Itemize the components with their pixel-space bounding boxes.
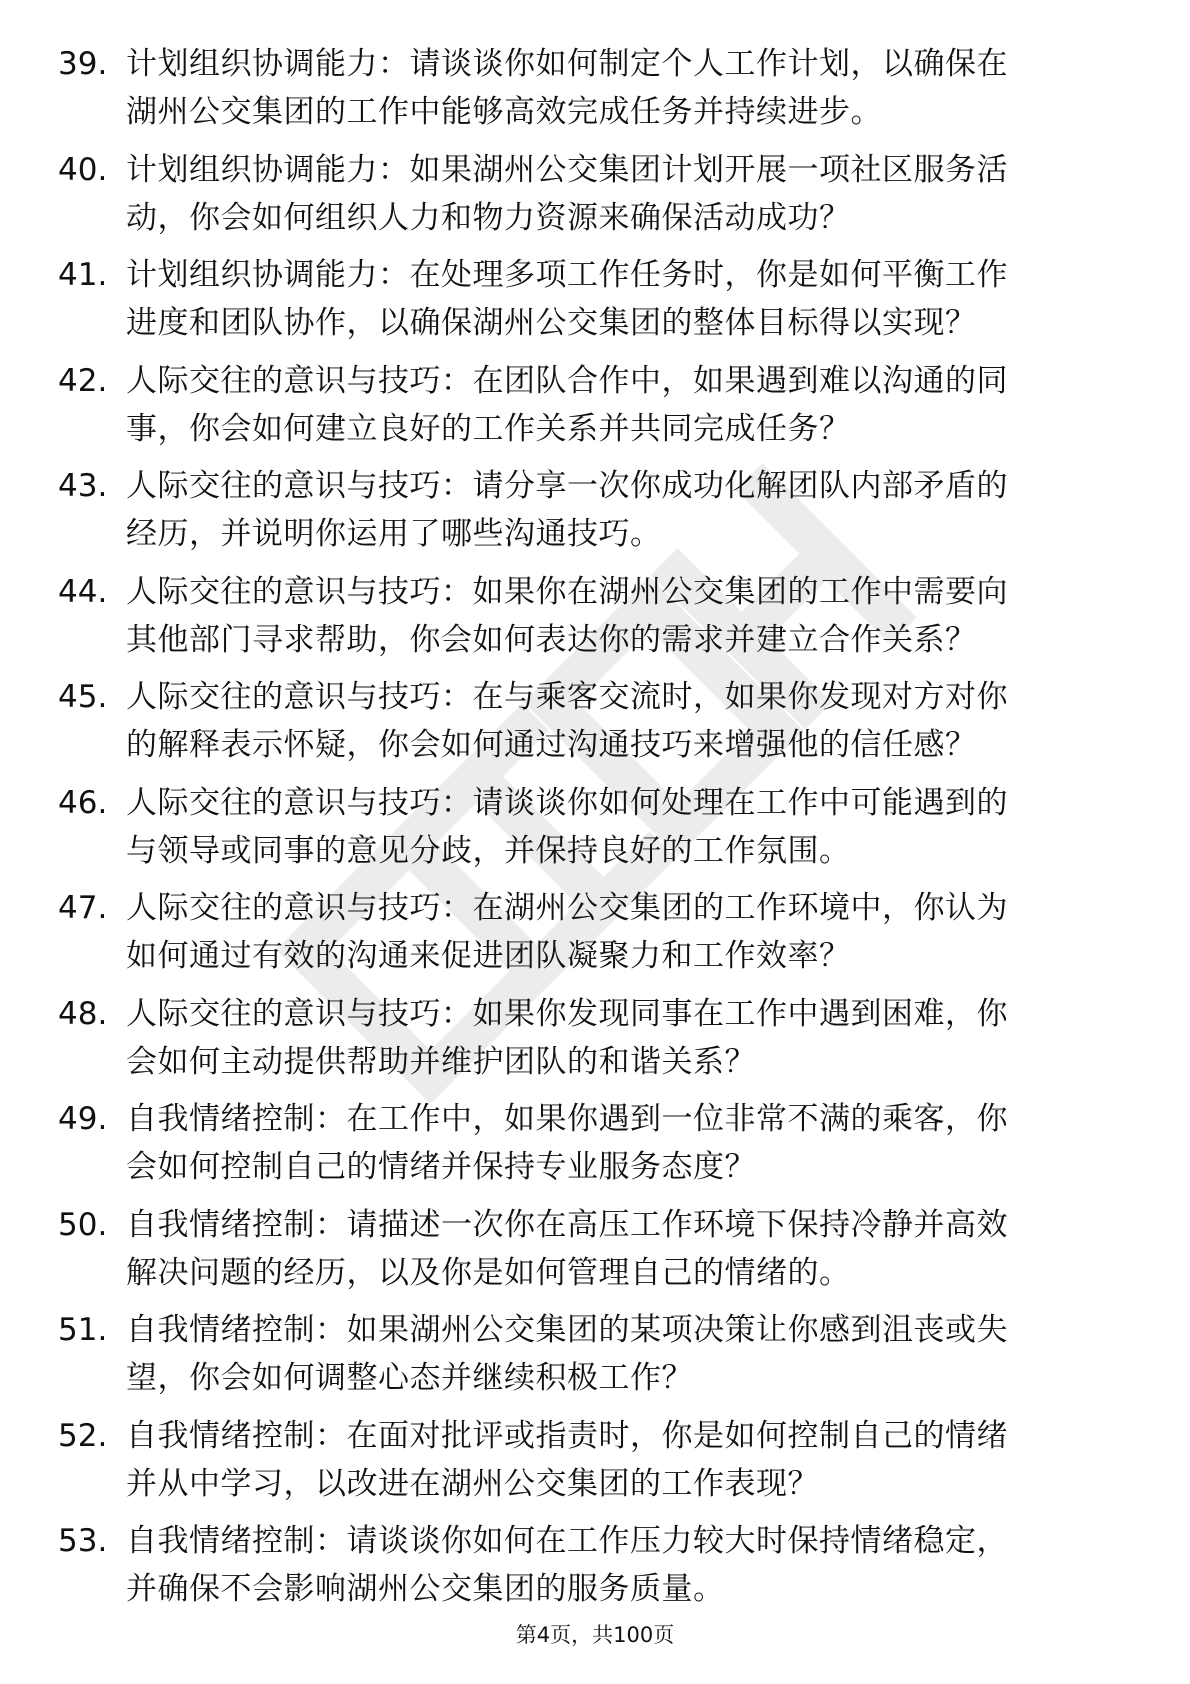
question-line: 计划组织协调能力：如果湖州公交集团计划开展一项社区服务活 <box>126 151 1008 188</box>
question-line: 的解释表示怀疑，你会如何通过沟通技巧来增强他的信任感？ <box>126 727 977 763</box>
question-line: 如何通过有效的沟通来促进团队凝聚力和工作效率？ <box>126 938 851 974</box>
question-text <box>126 462 1116 558</box>
question-line: 人际交往的意识与技巧：请分享一次你成功化解团队内部矛盾的 <box>126 468 1008 504</box>
question-number: 46. <box>58 784 108 821</box>
question-text <box>126 990 1116 1086</box>
question-number: 53. <box>58 1523 108 1559</box>
question-line: 与领导或同事的意见分歧，并保持良好的工作氛围。 <box>126 832 851 869</box>
question-line: 人际交往的意识与技巧：如果你发现同事在工作中遇到困难，你 <box>126 995 1008 1032</box>
question-number: 43. <box>58 468 108 504</box>
question-item <box>0 990 1190 1096</box>
question-line: 湖州公交集团的工作中能够高效完成任务并持续进步。 <box>126 94 882 130</box>
question-number: 40. <box>58 151 108 188</box>
question-text <box>126 1306 1116 1402</box>
question-item <box>0 1095 1190 1201</box>
question-item <box>0 1306 1190 1412</box>
question-item <box>0 884 1190 990</box>
question-list <box>0 40 1190 1623</box>
question-line: 其他部门寻求帮助，你会如何表达你的需求并建立合作关系？ <box>126 621 977 658</box>
question-number: 51. <box>58 1312 108 1348</box>
question-item <box>0 146 1190 252</box>
question-item <box>0 40 1190 146</box>
question-text <box>126 357 1116 453</box>
question-line: 人际交往的意识与技巧：如果你在湖州公交集团的工作中需要向 <box>126 573 1008 610</box>
question-number: 49. <box>58 1101 108 1137</box>
question-number: 52. <box>58 1417 108 1454</box>
question-line: 人际交往的意识与技巧：在湖州公交集团的工作环境中，你认为 <box>126 890 1008 926</box>
question-text <box>126 1201 1116 1297</box>
question-line: 望，你会如何调整心态并继续积极工作？ <box>126 1360 693 1396</box>
question-item <box>0 251 1190 357</box>
question-item <box>0 568 1190 674</box>
question-item <box>0 462 1190 568</box>
question-line: 人际交往的意识与技巧：在团队合作中，如果遇到难以沟通的同 <box>126 362 1008 399</box>
question-line: 会如何控制自己的情绪并保持专业服务态度？ <box>126 1149 756 1185</box>
question-text <box>126 884 1116 980</box>
question-text <box>126 568 1116 664</box>
question-text <box>126 146 1116 242</box>
question-text <box>126 779 1116 875</box>
question-item <box>0 673 1190 779</box>
question-text <box>126 251 1116 347</box>
question-line: 自我情绪控制：请描述一次你在高压工作环境下保持冷静并高效 <box>126 1206 1008 1243</box>
question-line: 人际交往的意识与技巧：请谈谈你如何处理在工作中可能遇到的 <box>126 784 1008 821</box>
question-number: 45. <box>58 679 108 715</box>
question-text <box>126 1517 1116 1613</box>
question-item <box>0 779 1190 885</box>
question-number: 50. <box>58 1206 108 1243</box>
question-number: 48. <box>58 995 108 1032</box>
question-text <box>126 40 1116 136</box>
question-line: 事，你会如何建立良好的工作关系并共同完成任务？ <box>126 410 851 447</box>
question-line: 计划组织协调能力：请谈谈你如何制定个人工作计划，以确保在 <box>126 46 1008 82</box>
question-text <box>126 1095 1116 1191</box>
question-number: 42. <box>58 362 108 399</box>
question-line: 计划组织协调能力：在处理多项工作任务时，你是如何平衡工作 <box>126 257 1008 293</box>
question-item <box>0 357 1190 463</box>
question-item <box>0 1412 1190 1518</box>
question-line: 动，你会如何组织人力和物力资源来确保活动成功？ <box>126 199 851 236</box>
question-line: 自我情绪控制：在面对批评或指责时，你是如何控制自己的情绪 <box>126 1417 1008 1454</box>
question-number: 39. <box>58 46 108 82</box>
question-line: 进度和团队协作，以确保湖州公交集团的整体目标得以实现？ <box>126 305 977 341</box>
question-line: 人际交往的意识与技巧：在与乘客交流时，如果你发现对方对你 <box>126 679 1008 715</box>
question-line: 经历，并说明你运用了哪些沟通技巧。 <box>126 516 662 552</box>
question-line: 并从中学习，以改进在湖州公交集团的工作表现？ <box>126 1465 819 1502</box>
question-item <box>0 1517 1190 1623</box>
question-line: 自我情绪控制：在工作中，如果你遇到一位非常不满的乘客，你 <box>126 1101 1008 1137</box>
question-line: 解决问题的经历，以及你是如何管理自己的情绪的。 <box>126 1254 851 1291</box>
page-footer: 第4页，共100页 <box>515 1623 675 1647</box>
question-line: 自我情绪控制：如果湖州公交集团的某项决策让你感到沮丧或失 <box>126 1312 1008 1348</box>
question-number: 41. <box>58 257 108 293</box>
question-line: 并确保不会影响湖州公交集团的服务质量。 <box>126 1571 725 1607</box>
question-number: 44. <box>58 573 108 610</box>
question-line: 自我情绪控制：请谈谈你如何在工作压力较大时保持情绪稳定， <box>126 1523 1008 1559</box>
question-number: 47. <box>58 890 108 926</box>
question-item <box>0 1201 1190 1307</box>
question-text <box>126 1412 1116 1508</box>
question-line: 会如何主动提供帮助并维护团队的和谐关系？ <box>126 1043 756 1080</box>
question-text <box>126 673 1116 769</box>
